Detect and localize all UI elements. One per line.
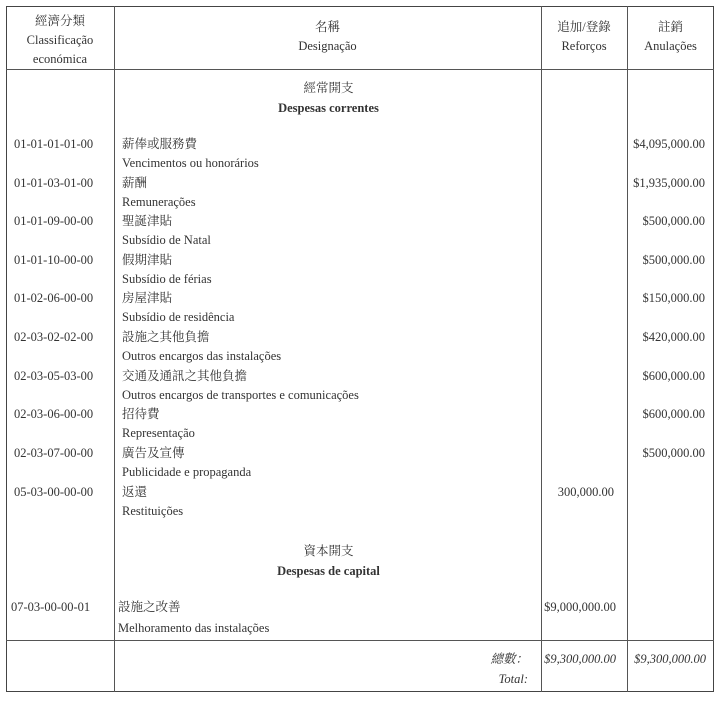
row-desc-pt: Restituições bbox=[122, 504, 184, 518]
row-anulacao: $150,000.00 bbox=[642, 291, 705, 305]
total-label-zh: 總數： bbox=[490, 652, 528, 666]
row-desc-zh: 返還 bbox=[122, 485, 148, 499]
header-code-pt2: económica bbox=[32, 52, 88, 66]
header-code bbox=[6, 12, 114, 69]
column-divider bbox=[627, 6, 628, 692]
row-anulacao: $4,095,000.00 bbox=[633, 137, 705, 151]
row-anulacao: $1,935,000.00 bbox=[633, 176, 705, 190]
row-reforco: 300,000.00 bbox=[557, 485, 614, 499]
header-desc bbox=[114, 18, 541, 56]
row-desc-pt: Publicidade e propaganda bbox=[122, 465, 252, 479]
section-title-capital bbox=[115, 541, 542, 581]
header-desc-pt: Designação bbox=[298, 39, 357, 53]
row-desc-pt: Representação bbox=[122, 426, 195, 440]
section-title-pt: Despesas de capital bbox=[277, 564, 380, 578]
section-title-pt: Despesas correntes bbox=[278, 101, 379, 115]
row-desc-pt: Melhoramento das instalações bbox=[118, 621, 270, 635]
row-desc-zh: 廣告及宣傳 bbox=[122, 446, 185, 460]
header-anul-pt: Anulações bbox=[644, 39, 697, 53]
row-anulacao: $600,000.00 bbox=[642, 369, 705, 383]
row-anulacao: $500,000.00 bbox=[642, 253, 705, 267]
header-desc-zh: 名稱 bbox=[314, 20, 340, 34]
row-desc-pt: Subsídio de Natal bbox=[122, 233, 211, 247]
row-desc-pt: Outros encargos de transportes e comunicações bbox=[122, 388, 359, 402]
row-code: 02-03-02-02-00 bbox=[14, 330, 94, 344]
row-anulacao: $500,000.00 bbox=[642, 214, 705, 228]
total-anulacoes: $9,300,000.00 bbox=[634, 652, 706, 666]
row-desc-pt: Subsídio de férias bbox=[122, 272, 212, 286]
row-code: 01-01-01-01-00 bbox=[14, 137, 94, 151]
row-desc-zh: 薪俸或服務費 bbox=[122, 137, 198, 151]
row-anulacao: $500,000.00 bbox=[642, 446, 705, 460]
row-code: 05-03-00-00-00 bbox=[14, 485, 94, 499]
row-code: 01-01-09-00-00 bbox=[14, 214, 94, 228]
row-code: 01-01-10-00-00 bbox=[14, 253, 94, 267]
row-code: 01-01-03-01-00 bbox=[14, 176, 94, 190]
row-code: 02-03-07-00-00 bbox=[14, 446, 94, 460]
section-title-correntes bbox=[115, 78, 542, 118]
row-desc-zh: 假期津貼 bbox=[122, 253, 173, 267]
total-label-pt: Total: bbox=[498, 672, 528, 686]
header-code-pt: Classificação bbox=[26, 33, 94, 47]
row-desc-zh: 房屋津貼 bbox=[122, 291, 173, 305]
row-desc-pt: Outros encargos das instalações bbox=[122, 349, 282, 363]
header-ref-pt: Reforços bbox=[561, 39, 607, 53]
section-title-zh: 資本開支 bbox=[303, 544, 354, 558]
header-ref-zh: 追加/登錄 bbox=[557, 20, 611, 34]
header-reforcos bbox=[541, 18, 627, 56]
header-anulacoes bbox=[627, 18, 714, 56]
row-desc-zh: 設施之其他負擔 bbox=[122, 330, 210, 344]
section-title-zh: 經常開支 bbox=[303, 81, 354, 95]
row-desc-pt: Subsídio de residência bbox=[122, 310, 235, 324]
row-desc-zh: 交通及通訊之其他負擔 bbox=[122, 369, 248, 383]
header-divider bbox=[6, 69, 714, 70]
total-divider bbox=[6, 640, 714, 641]
row-code: 07-03-00-00-01 bbox=[11, 600, 91, 614]
row-reforco: $9,000,000.00 bbox=[544, 600, 616, 614]
row-code: 01-02-06-00-00 bbox=[14, 291, 94, 305]
row-desc-pt: Remunerações bbox=[122, 195, 196, 209]
row-code: 02-03-05-03-00 bbox=[14, 369, 94, 383]
row-desc-zh: 設施之改善 bbox=[118, 600, 181, 614]
row-code: 02-03-06-00-00 bbox=[14, 407, 94, 421]
row-desc-zh: 招待費 bbox=[122, 407, 160, 421]
header-code-zh: 經濟分類 bbox=[34, 14, 85, 28]
row-anulacao: $600,000.00 bbox=[642, 407, 705, 421]
total-reforcos: $9,300,000.00 bbox=[544, 652, 616, 666]
header-anul-zh: 註銷 bbox=[657, 20, 683, 34]
row-desc-pt: Vencimentos ou honorários bbox=[122, 156, 259, 170]
row-anulacao: $420,000.00 bbox=[642, 330, 705, 344]
row-desc-zh: 薪酬 bbox=[122, 176, 148, 190]
row-desc-zh: 聖誕津貼 bbox=[122, 214, 173, 228]
